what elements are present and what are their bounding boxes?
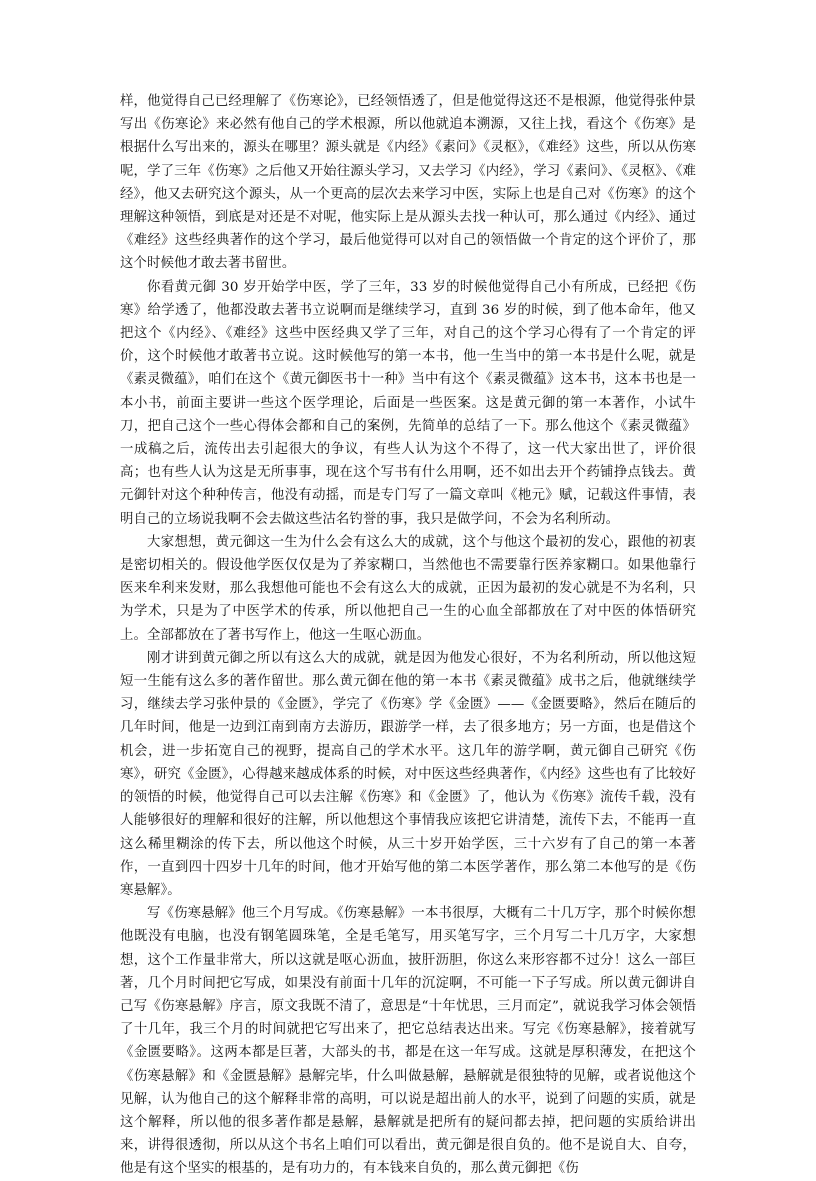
paragraph-1: 样，他觉得自己已经理解了《伤寒论》，已经领悟透了，但是他觉得这还不是根源，他觉得张仲景写出《伤寒论》来必然有他自己的学术根源，所以他就追本溯源，又往上找，看这个《伤寒》是根据什么写出来的，源头在哪里？源头就是《内经》《素问》《灵枢》，《难经》这些，所以从伤寒呢，学了三年《伤寒》之后他又开始往源头学习，又去学习《内经》，学习《素问》、《灵枢》、《难经》，他又去研究这个源头，从一个更高的层次去来学习中医，实际上也是自己对《伤寒》的这个理解这种领悟，到底是对还是不对呢，他实际上是从源头去找一种认可，那么通过《内经》、通过《难经》这些经典著作的这个学习，最后他觉得可以对自己的领悟做一个肯定的这个评价了，那这个时候他才敢去著书留世。 (120, 94, 696, 272)
paragraph-5: 写《伤寒悬解》他三个月写成。《伤寒悬解》一本书很厚，大概有二十几万字，那个时候你想他既没有电脑，也没有钢笔圆珠笔，全是毛笔写，用买笔写字，三个月写二十几万字，大家想想，这个工作量非常大，所以这就是呕心沥血，披肝沥胆，你这么来形容都不过分！这么一部巨著，几个月时间把它写成，如果没有前面十几年的沉淀啊，不可能一下子写成。所以黄元御讲自己写《伤寒悬解》序言，原文我既不清了，意思是“十年忧思，三月而定”，就说我学习体会领悟了十几年，我三个月的时间就把它写出来了，把它总结表达出来。写完《伤寒悬解》，接着就写《金匮要略》。这两本都是巨著，大部头的书，都是在这一年写成。这就是厚积薄发，在把这个《伤寒悬解》和《金匮悬解》悬解完毕，什么叫做悬解，悬解就是很独特的见解，或者说他这个见解，认为他自己的这个解释非常的高明，可以说是超出前人的水平，说到了问题的实质，就是这个解释，所以他的很多著作都是悬解，悬解就是把所有的疑问都去掉，把问题的实质给讲出来，讲得很透彻，所以从这个书名上咱们可以看出，黄元御是很自负的。他不是说自大、自夸，他是有这个坚实的根基的，是有功力的，有本钱来自负的，那么黄元御把《伤 (120, 906, 696, 1177)
document-page (120, 90, 696, 1181)
paragraph-4: 刚才讲到黄元御之所以有这么大的成就，就是因为他发心很好，不为名利所动，所以他这短短一生能有这么多的著作留世。那么黄元御在他的第一本书《素灵微蕴》成书之后，他就继续学习，继续去学习张仲景的《金匮》，学完了《伤寒》学《金匮》——《金匮要略》，然后在随后的几年时间，他是一边到江南到南方去游历，跟游学一样，去了很多地方；另一方面，也是借这个机会，进一步拓宽自己的视野，提高自己的学术水平。这几年的游学啊，黄元御自己研究《伤寒》，研究《金匮》，心得越来越成体系的时候，对中医这些经典著作，《内经》这些也有了比较好的领悟的时候，他觉得自己可以去注解《伤寒》和《金匮》了，他认为《伤寒》流传千载，没有人能够很好的理解和很好的注解，所以他想这个事情我应该把它讲清楚，流传下去，不能再一直这么稀里糊涂的传下去，所以他这个时候，从三十岁开始学医，三十六岁有了自己的第一本著作，一直到四十四岁十几年的时间，他才开始写他的第二本医学著作，那么第二本他写的是《伤寒悬解》。 (120, 650, 696, 898)
paragraph-3: 大家想想，黄元御这一生为什么会有这么大的成就，这个与他这个最初的发心，跟他的初衷是密切相关的。假设他学医仅仅是为了养家糊口，当然他也不需要靠行医养家糊口。如果他靠行医来牟利来发财，那么我想他可能也不会有这么大的成就，正因为最初的发心就是不为名利，只为学术，只是为了中医学术的传承，所以他把自己一生的心血全部都放在了对中医的体悟研究上。全部都放在了著书写作上，他这一生呕心沥血。 (120, 534, 696, 643)
paragraph-2: 你看黄元御 30 岁开始学中医，学了三年，33 岁的时候他觉得自己小有所成，已经把《伤寒》给学透了，他都没敢去著书立说啊而是继续学习，直到 36 岁的时候，到了他本命年，他又把这个《内经》、《难经》这些中医经典又学了三年，对自己的这个学习心得有了一个肯定的评价，这个时候他才敢著书立说。这时候他写的第一本书，他一生当中的第一本书是什么呢，就是《素灵微蕴》，咱们在这个《黄元御医书十一种》当中有这个《素灵微蕴》这本书，这本书也是一本小书，前面主要讲一些这个医学理论，后面是一些医案。这是黄元御的第一本著作，小试牛刀，把自己这个一些心得体会都和自己的案例，先简单的总结了一下。那么他这个《素灵微蕴》一成稿之后，流传出去引起很大的争议，有些人认为这个不得了，这一代大家出世了，评价很高；也有些人认为这是无所事事，现在这个写书有什么用啊，还不如出去开个药铺挣点钱去。黄元御针对这个种种传言，他没有动摇，而是专门写了一篇文章叫《杝元》赋，记载这件事情，表明自己的立场说我啊不会去做这些沽名钓誉的事，我只是做学问，不会为名利所动。 (120, 279, 696, 527)
